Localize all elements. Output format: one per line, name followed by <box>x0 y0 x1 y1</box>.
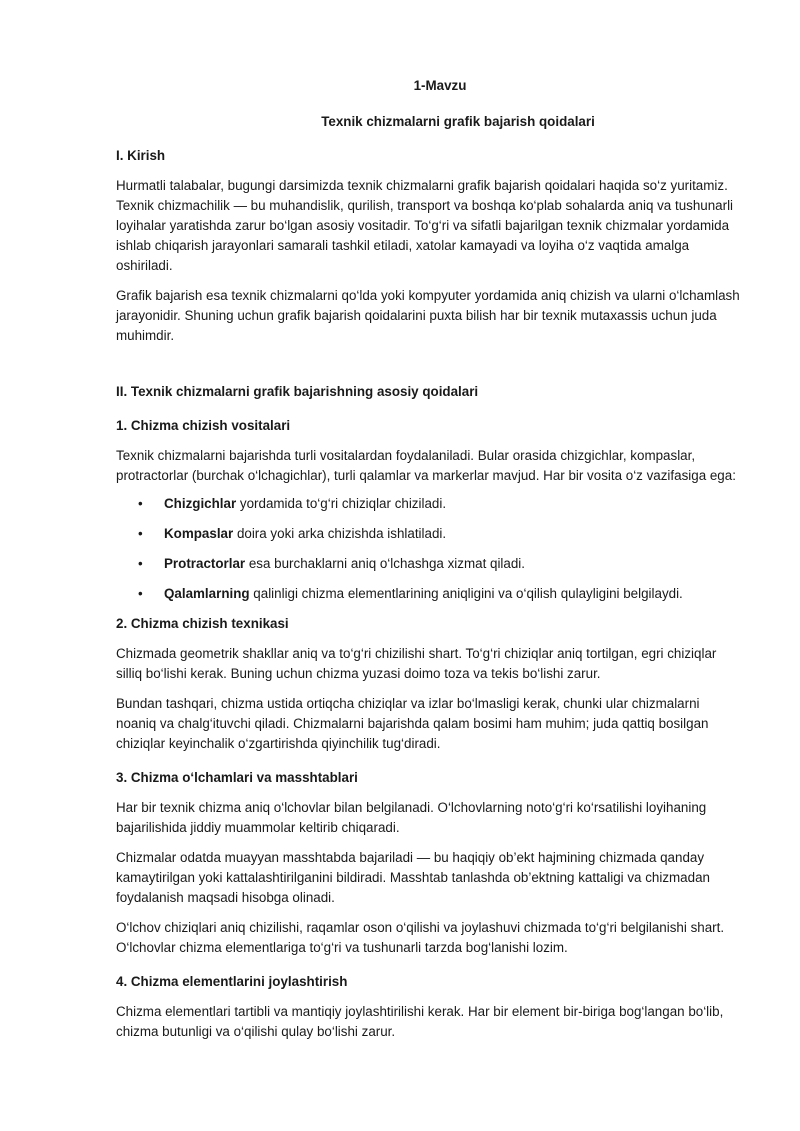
subsection-4-heading: 4. Chizma elementlarini joylashtirish <box>116 974 348 989</box>
topic-label: 1-Mavzu <box>413 78 467 93</box>
bullet-icon: • <box>138 556 143 571</box>
list-item <box>116 524 740 544</box>
bullet-icon: • <box>138 526 143 541</box>
list-item <box>116 554 740 574</box>
list-item <box>116 584 740 604</box>
intro-heading: I. Kirish <box>116 148 166 163</box>
subsection-3-paragraph-1: Har bir texnik chizma aniq o‘lchovlar bilan belgilanadi. O‘lchovlarning noto‘g‘ri ko‘rsatilishi loyihaning bajarilishida jiddiy muammolar keltirib chiqaradi. <box>116 800 707 835</box>
bullet-icon: • <box>138 586 143 601</box>
list-item-term: Qalamlarning <box>164 586 250 601</box>
section-2-heading: II. Texnik chizmalarni grafik bajarishning asosiy qoidalari <box>116 384 479 399</box>
list-item-text: esa burchaklarni aniq o‘lchashga xizmat qiladi. <box>245 556 525 571</box>
subsection-1-paragraph: Texnik chizmalarni bajarishda turli vositalardan foydalaniladi. Bular orasida chizgichlar, kompaslar, protractorlar (burchak o‘lchagichlar), turli qalamlar va markerlar mavjud. Har bir vosita o‘z vazifasiga ega: <box>116 448 736 483</box>
list-item-term: Chizgichlar <box>164 496 237 511</box>
list-item-text: qalinligi chizma elementlarining aniqligini va o‘qilish qulayligini belgilaydi. <box>249 586 683 601</box>
tools-list <box>116 494 740 604</box>
subsection-3-heading: 3. Chizma o‘lchamlari va masshtablari <box>116 770 358 785</box>
subsection-2-paragraph-1: Chizmada geometrik shakllar aniq va to‘g‘ri chizilishi shart. To‘g‘ri chiziqlar aniq tortilgan, egri chiziqlar silliq bo‘lishi kerak. Buning uchun chizma yuzasi doimo toza va tekis bo‘lishi zarur. <box>116 646 717 681</box>
subsection-3-paragraph-3: O‘lchov chiziqlari aniq chizilishi, raqamlar oson o‘qilishi va joylashuvi chizmada to‘g‘ri belgilanishi shart. O‘lchovlar chizma elementlariga to‘g‘ri va tushunarli tarzda bog‘lanishi lozim. <box>116 920 725 955</box>
subsection-2-paragraph-2: Bundan tashqari, chizma ustida ortiqcha chiziqlar va izlar bo‘lmasligi kerak, chunki ular chizmalarni noaniq va chalg‘ituvchi qiladi. Chizmalarni bajarishda qalam bosimi ham muhim; juda qattiq bosilgan chiziqlar keyinchalik o‘zgartirishda qiyinchilik tug‘diradi. <box>116 696 709 751</box>
list-item-term: Protractorlar <box>164 556 246 571</box>
list-item-term: Kompaslar <box>164 526 234 541</box>
list-item-text: yordamida to‘g‘ri chiziqlar chiziladi. <box>236 496 447 511</box>
subsection-4-paragraph: Chizma elementlari tartibli va mantiqiy joylashtirilishi kerak. Har bir element bir-biriga bog‘langan bo‘lib, chizma butunligi va o‘qilishi qulay bo‘lishi zarur. <box>116 1004 724 1039</box>
subsection-1-heading: 1. Chizma chizish vositalari <box>116 418 291 433</box>
intro-paragraph-2: Grafik bajarish esa texnik chizmalarni qo‘lda yoki kompyuter yordamida aniq chizish va ularni o‘lchamlash jarayonidir. Shuning uchun grafik bajarish qoidalarini puxta bilish har bir texnik mutaxassis uchun juda muhimdir. <box>116 288 740 343</box>
subsection-2-heading: 2. Chizma chizish texnikasi <box>116 616 289 631</box>
list-item-text: doira yoki arka chizishda ishlatiladi. <box>233 526 447 541</box>
bullet-icon: • <box>138 496 143 511</box>
subsection-3-paragraph-2: Chizmalar odatda muayyan masshtabda bajariladi — bu haqiqiy ob’ekt hajmining chizmada qanday kamaytirilgan yoki kattalashtirilganini bildiradi. Masshtab tanlashda ob’ektning kattaligi va chizmadan foydalanish maqsadi hisobga olinadi. <box>116 850 710 905</box>
list-item <box>116 494 740 514</box>
document-title: Texnik chizmalarni grafik bajarish qoidalari <box>321 114 595 129</box>
intro-paragraph-1: Hurmatli talabalar, bugungi darsimizda texnik chizmalarni grafik bajarish qoidalari haqida so‘z yuritamiz. Texnik chizmachilik — bu muhandislik, qurilish, transport va boshqa ko‘plab sohalarda aniq va tushunarli loyihalar yaratishda zarur bo‘lgan asosiy vositadir. To‘g‘ri va sifatli bajarilgan texnik chizmalar yordamida ishlab chiqarish jarayonlari samarali tashkil etiladi, xatolar kamayadi va loyiha o‘z vaqtida amalga oshiriladi. <box>116 178 734 273</box>
